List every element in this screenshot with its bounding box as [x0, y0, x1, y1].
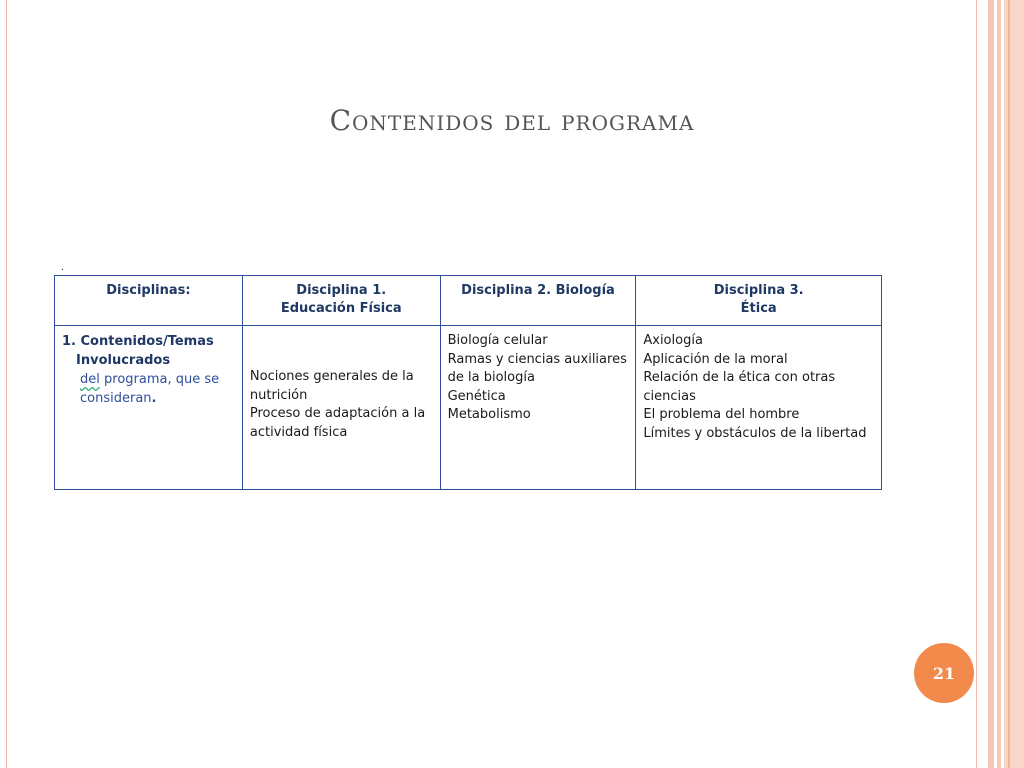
row-label-text: consideran [80, 391, 152, 406]
list-item: Ramas y ciencias auxiliares [447, 351, 627, 367]
header-label: Disciplina 1. [296, 283, 387, 298]
list-item: Aplicación de la moral [643, 351, 788, 367]
slide-title: Contenidos del programa [329, 104, 695, 137]
header-disciplina-2 [440, 276, 636, 326]
list-item: nutrición [249, 387, 308, 403]
header-disciplina-3 [636, 276, 882, 326]
row-label-text: . [151, 391, 157, 406]
page-number-badge: 21 [914, 643, 974, 703]
col4-content-cell [636, 326, 882, 490]
row-label-line: 1. Contenidos/Temas [62, 334, 214, 349]
row-label-sub [62, 389, 235, 408]
col3-content-cell [440, 326, 636, 490]
header-label: Ética [740, 301, 777, 316]
list-item: actividad física [249, 424, 348, 440]
list-item: Límites y obstáculos de la libertad [643, 425, 867, 441]
header-label: Disciplina 2. Biología [461, 283, 615, 298]
list-item: El problema del hombre [643, 407, 800, 422]
row-label-word: del [80, 372, 100, 387]
row-label-line: Involucrados [76, 353, 171, 368]
list-item: de la biología [447, 370, 535, 385]
list-item: Axiología [643, 333, 703, 348]
header-label: Disciplinas: [106, 283, 191, 298]
table-header-row [55, 276, 882, 326]
list-item: ciencias [643, 388, 696, 404]
list-item: Nociones generales de la [249, 369, 414, 384]
disciplines-table [54, 275, 882, 490]
stray-dot: . [61, 262, 64, 273]
list-item: Biología celular [447, 333, 548, 348]
list-item: Proceso de adaptación a la [249, 406, 426, 421]
row-label-text: programa, que se [99, 372, 220, 387]
col2-content-cell [242, 326, 440, 490]
list-item: Genética [447, 388, 506, 404]
list-item: Relación de la ética con otras [643, 370, 836, 385]
table-row [55, 326, 882, 490]
list-item: Metabolismo [447, 407, 531, 422]
row-label-cell [55, 326, 243, 490]
header-label: Disciplina 3. [713, 283, 804, 298]
header-disciplina-1 [242, 276, 440, 326]
header-disciplinas [55, 276, 243, 326]
header-label: Educación Física [280, 301, 402, 316]
row-label-sub [62, 370, 235, 389]
